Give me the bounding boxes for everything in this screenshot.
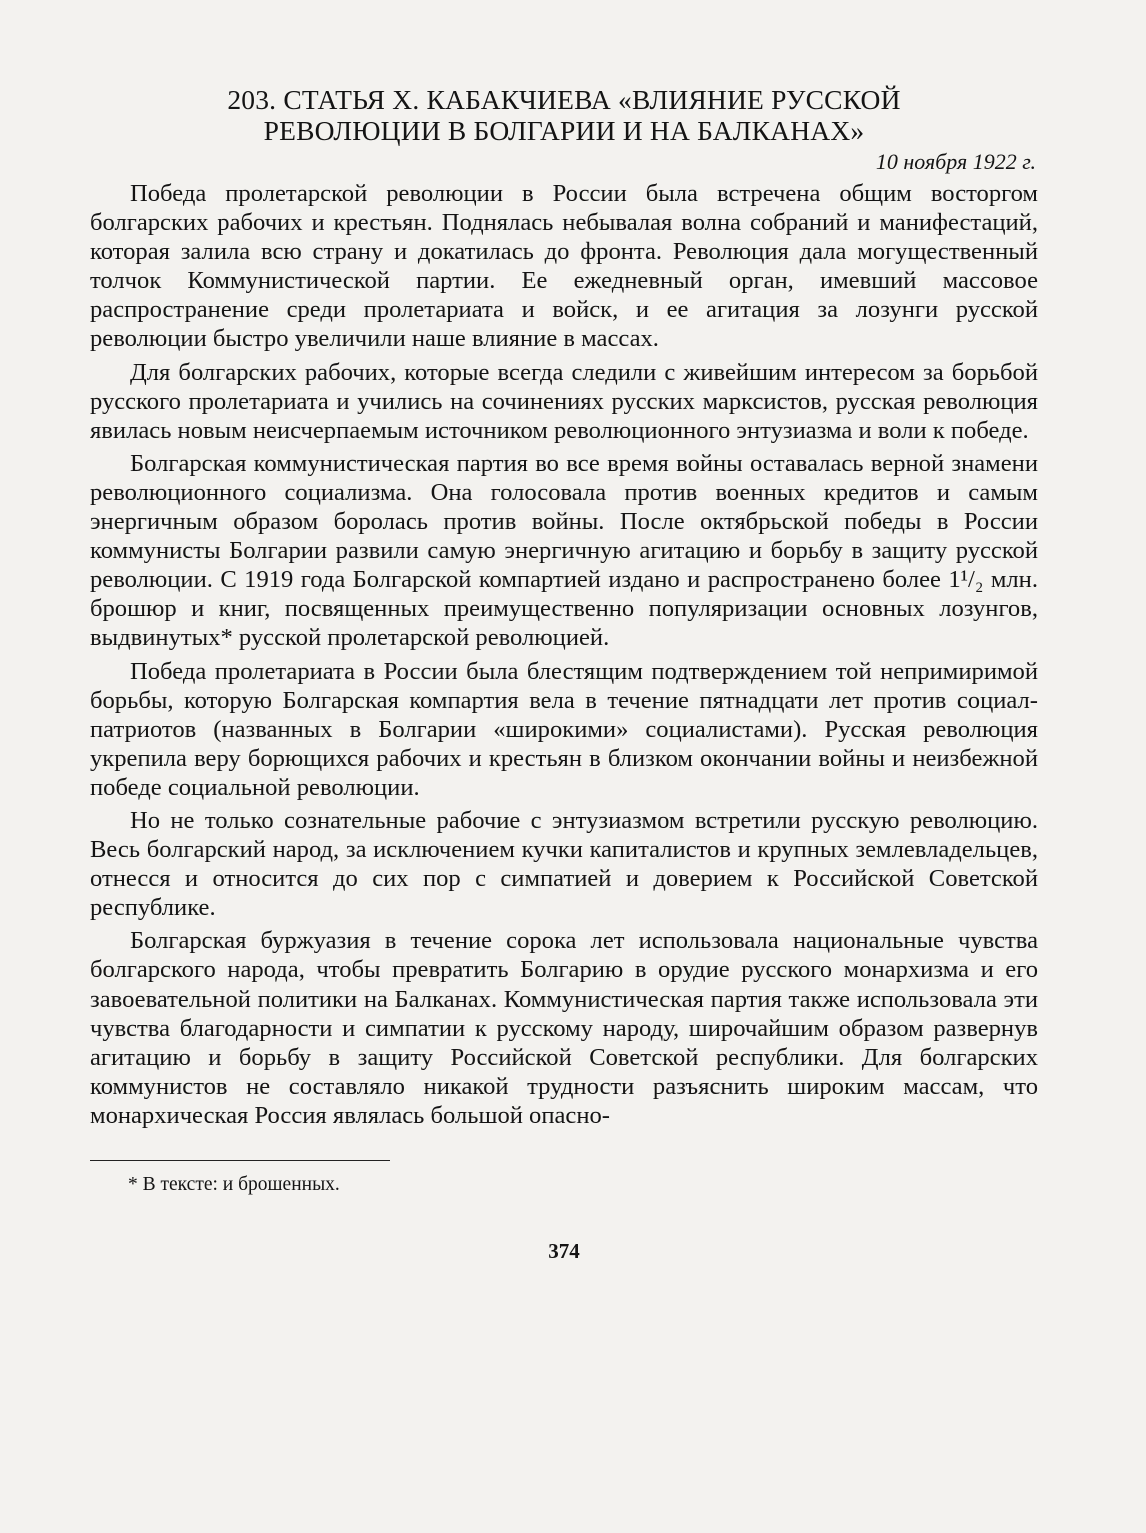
paragraph: Для болгарских рабочих, которые всегда следили с живейшим интересом за борьбой русского пролетариата и учились на сочинениях русских марксистов, русская революция явилась новым неисчерпаемым источником революционного энтузиазма и воли к победе.: [90, 358, 1038, 444]
paragraph: Победа пролетариата в России была блестящим подтверждением той непримиримой борьбы, которую Болгарская компартия вела в течение пятнадцати лет против социал-патриотов (названных в Болгарии «широкими» социалистами). Русская революция укрепила веру борющихся рабочих и крестьян в близком окончании войны и неизбежной победе социальной революции.: [90, 657, 1038, 801]
paragraph: Болгарская коммунистическая партия во все время войны оставалась верной знамени революционного социализма. Она голосовала против военных кредитов и самым энергичным образом боролась против войны. После октябрьской победы в России коммунисты Болгарии развили самую энергичную агитацию и борьбу в защиту русской революции. С 1919 года Болгарской компартией издано и распространено более 1¹/₂ млн. брошюр и книг, посвященных преимущественно популяризации основных лозунгов, выдвинутых* русской пролетарской революцией.: [90, 449, 1038, 652]
article-body: [90, 179, 1038, 1130]
footnote-divider: [90, 1160, 390, 1161]
article-date: 10 ноября 1922 г.: [875, 149, 1036, 174]
title-line-2: РЕВОЛЮЦИИ В БОЛГАРИИ И НА БАЛКАНАХ»: [263, 115, 865, 146]
paragraph: Победа пролетарской революции в России была встречена общим восторгом болгарских рабочих и крестьян. Поднялась небывалая волна собраний и манифестаций, которая залила всю страну и докатилась до фронта. Революция дала могущественный толчок Коммунистической партии. Ее ежедневный орган, имевший массовое распространение среди пролетариата и войск, и ее агитация за лозунги русской революции быстро увеличили наше влияние в массах.: [90, 180, 1038, 353]
page-number: 374: [548, 1239, 580, 1263]
paragraph: Болгарская буржуазия в течение сорока лет использовала национальные чувства болгарского народа, чтобы превратить Болгарию в орудие русского монархизма и его завоевательной политики на Балканах. Коммунистическая партия также использовала эти чувства благодарности и симпатии к русскому народу, широчайшим образом развернув агитацию и борьбу в защиту Российской Советской республики. Для болгарских коммунистов не составляло никакой трудности разъяснить широким массам, что монархическая Россия являлась большой опасно-: [90, 927, 1038, 1129]
footnote: * В тексте: и брошенных.: [128, 1174, 340, 1195]
article-title: [90, 84, 1038, 146]
paragraph: Но не только сознательные рабочие с энтузиазмом встретили русскую революцию. Весь болгарский народ, за исключением кучки капиталистов и крупных землевладельцев, отнесся и относится до сих пор с симпатией и доверием к Российской Советской республике.: [90, 806, 1038, 922]
document-page: [90, 84, 1038, 1263]
title-line-1: 203. СТАТЬЯ Х. КАБАКЧИЕВА «ВЛИЯНИЕ РУССКОЙ: [227, 84, 901, 115]
